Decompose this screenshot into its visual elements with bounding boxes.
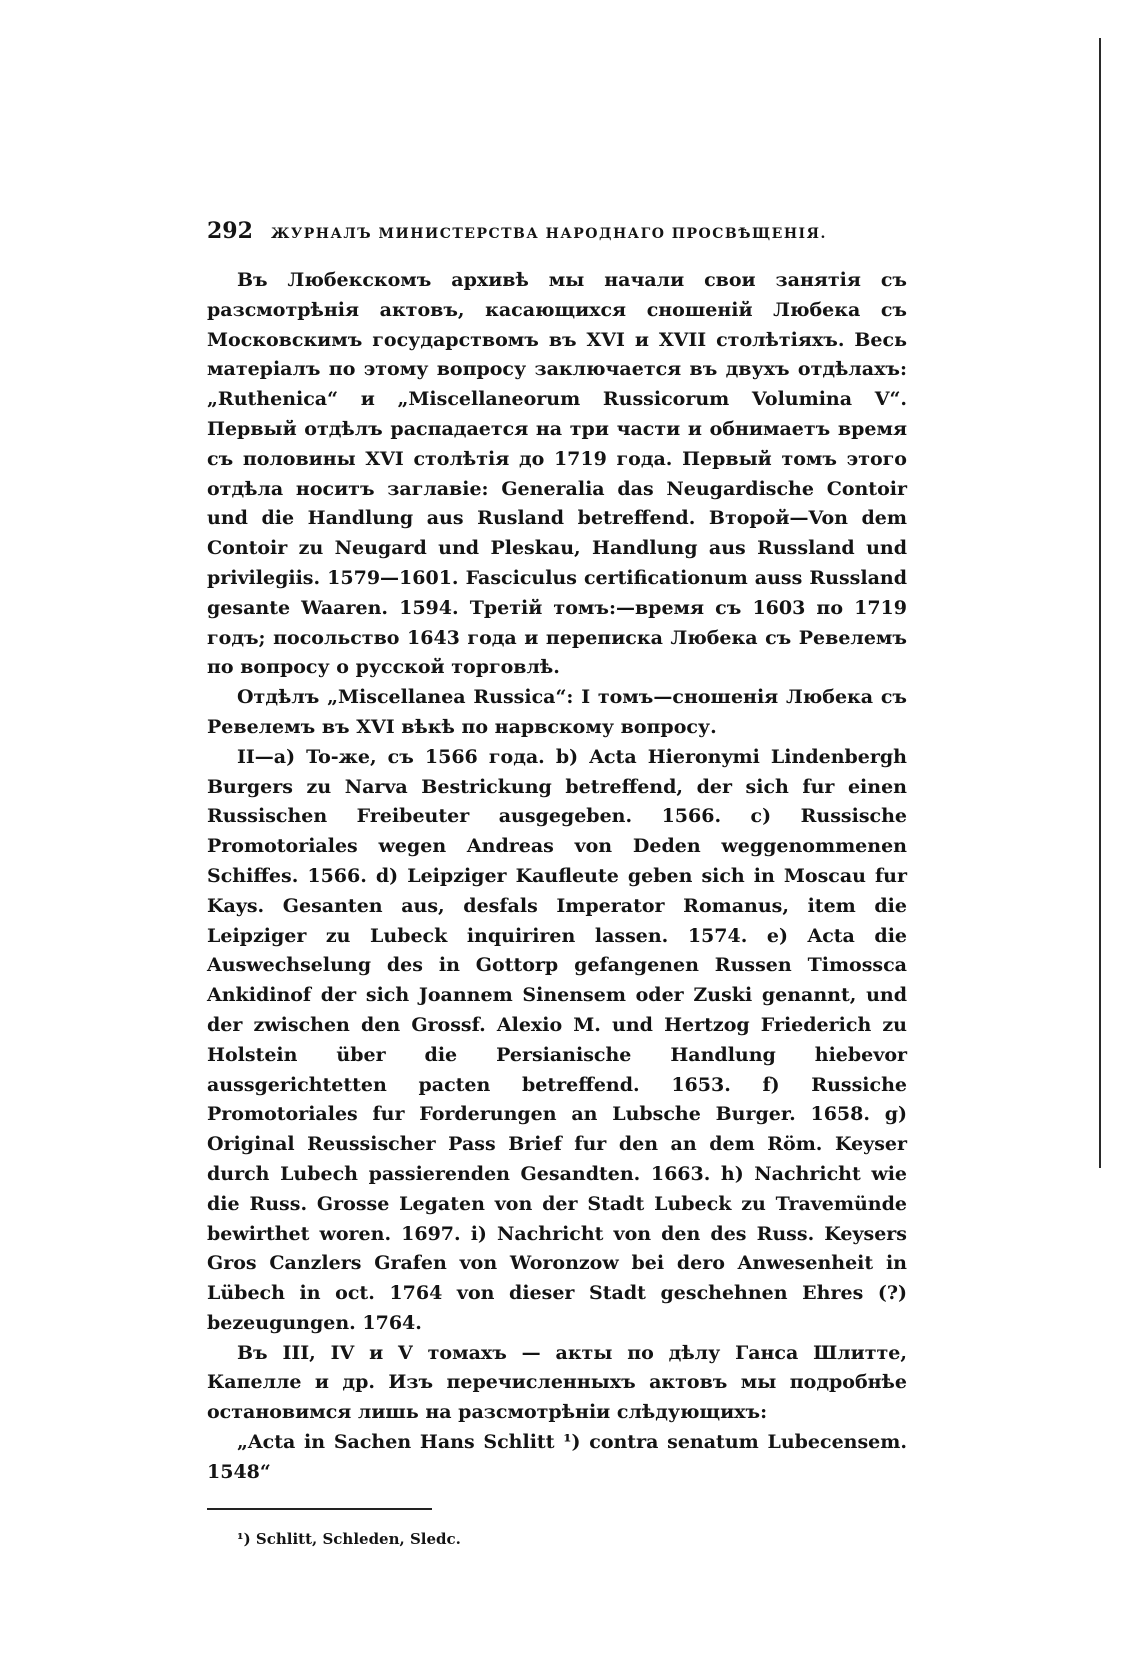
paragraph-1: Въ Любекскомъ архивѣ мы начали свои занятія съ разсмотрѣнія актовъ, касающихся сношеній Любека съ Московскимъ государствомъ въ XVI и XVII столѣтіяхъ. Весь матеріалъ по этому вопросу заключается въ двухъ отдѣлахъ: „Ruthenica“ и „Miscellaneorum Russicorum Volumina V“. Первый отдѣлъ распадается на три части и обнимаетъ время съ половины XVI столѣтія до 1719 года. Первый томъ этого отдѣла носитъ заглавіе: Generalia das Neugardische Contoir und die Handlung aus Rusland betreffend. Второй—Von dem Contoir zu Neugard und Pleskau, Handlung aus Russland und privilegiis. 1579—1601. Fasciculus certificationum auss Russland gesante Waaren. 1594. Третій томъ:—время съ 1603 по 1719 годъ; посольство 1643 года и переписка Любека съ Ревелемъ по вопросу о русской торговлѣ. [207, 269, 907, 679]
scan-edge-line [1099, 38, 1101, 1168]
footnote: ¹) Schlitt, Schleden, Sledc. [237, 1529, 461, 1548]
page-number: 292 [207, 218, 253, 244]
body-text [207, 266, 907, 1488]
running-title: ЖУРНАЛЪ МИНИСТЕРСТВА НАРОДНАГО ПРОСВѢЩЕНІЯ. [271, 226, 827, 242]
paragraph-2: Отдѣлъ „Miscellanea Russica“: I томъ—сношенія Любека съ Ревелемъ въ XVI вѣкѣ по нарвскому вопросу. [207, 686, 907, 738]
footnote-divider [207, 1508, 432, 1510]
page-header [207, 218, 907, 258]
paragraph-3: II—a) To-же, съ 1566 года. b) Acta Hieronymi Lindenbergh Burgers zu Narva Bestrickung betreffend, der sich fur einen Russischen Freibeuter ausgegeben. 1566. c) Russische Promotoriales wegen Andreas von Deden weggenommenen Schiffes. 1566. d) Leipziger Kaufleute geben sich in Moscau fur Kays. Gesanten aus, desfals Imperator Romanus, item die Leipziger zu Lubeck inquiriren lassen. 1574. e) Acta die Auswechselung des in Gottorp gefangenen Russen Timossca Ankidinof der sich Joannem Sinensem oder Zuski genannt, und der zwischen den Grossf. Alexio M. und Hertzog Friederich zu Holstein über die Persianische Handlung hiebevor aussgerichtetten pacten betreffend. 1653. f) Russiche Promotoriales fur Forderungen an Lubsche Burger. 1658. g) Original Reussischer Pass Brief fur den an dem Röm. Keyser durch Lubech passierenden Gesandten. 1663. h) Nachricht wie die Russ. Grosse Legaten von der Stadt Lubeck zu Travemünde bewirthet woren. 1697. i) Nachricht von den des Russ. Keysers Gros Canzlers Grafen von Woronzow bei dero Anwesenheit in Lübech in oct. 1764 von dieser Stadt geschehnen Ehres (?) bezeugungen. 1764. [207, 745, 907, 1334]
paragraph-5: „Acta in Sachen Hans Schlitt ¹) contra senatum Lubecensem. 1548“ [207, 1431, 907, 1483]
paragraph-4: Въ III, IV и V томахъ — акты по дѣлу Ганса Шлитте, Капелле и др. Изъ перечисленныхъ актовъ мы подробнѣе остановимся лишь на разсмотрѣніи слѣдующихъ: [207, 1341, 907, 1424]
book-page [207, 218, 907, 1548]
